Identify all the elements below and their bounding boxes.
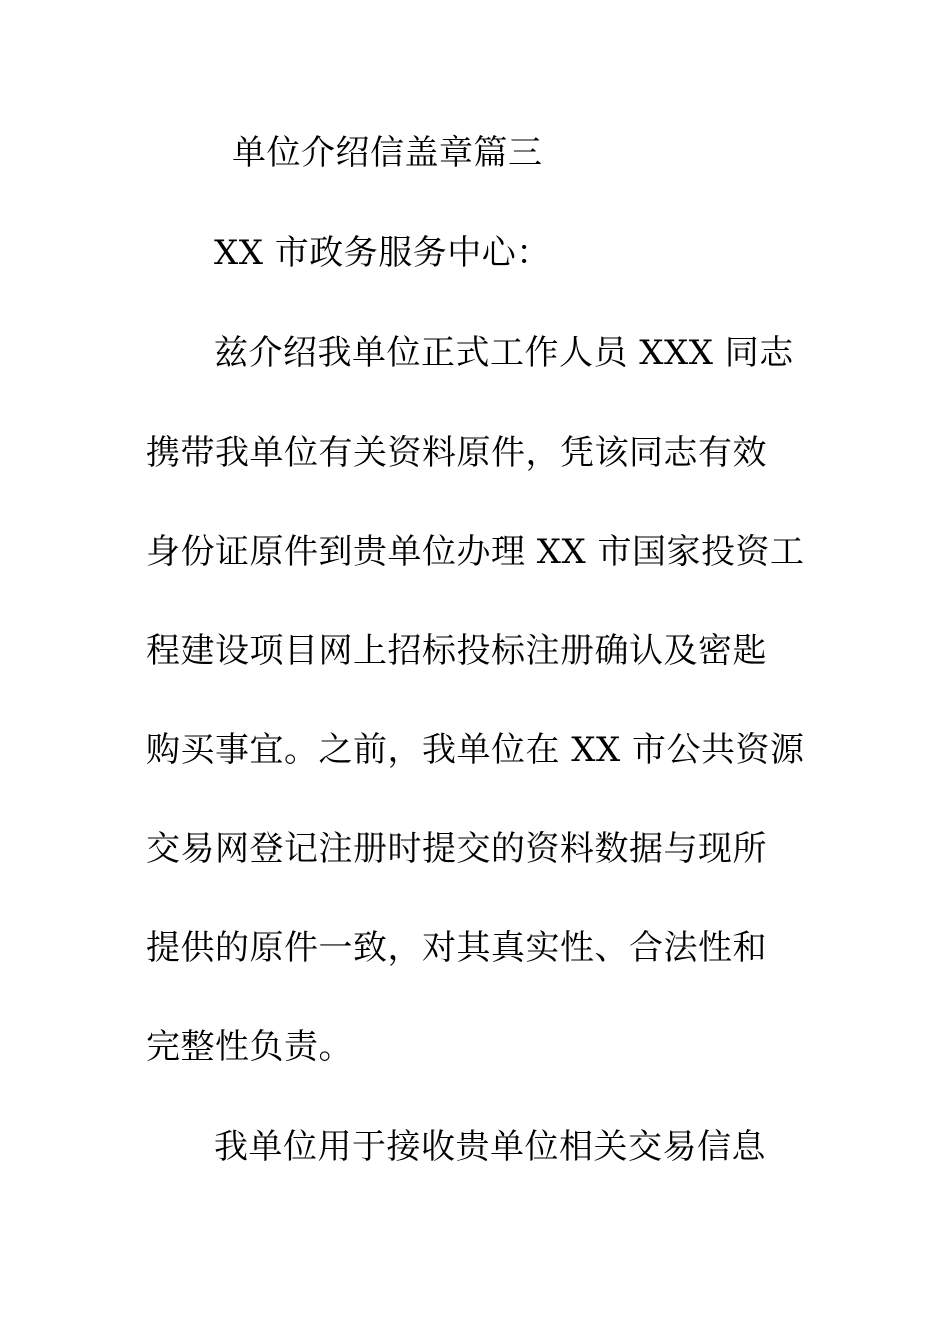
document-title: 单位介绍信盖章篇三 [232, 133, 543, 173]
paragraph-line: 提供的原件一致，对其真实性、合法性和 [146, 928, 767, 968]
paragraph-line: 身份证原件到贵单位办理 XX 市国家投资工 [146, 532, 805, 572]
paragraph-line: 完整性负责。 [146, 1027, 353, 1067]
paragraph-line: 我单位用于接收贵单位相关交易信息 [214, 1127, 766, 1167]
paragraph-line: 购买事宜。之前，我单位在 XX 市公共资源 [146, 730, 805, 770]
paragraph-line: 携带我单位有关资料原件，凭该同志有效 [146, 433, 767, 473]
paragraph-line: 兹介绍我单位正式工作人员 XXX 同志 [214, 333, 794, 373]
paragraph-line: 程建设项目网上招标投标注册确认及密匙 [146, 631, 767, 671]
salutation: XX 市政务服务中心： [214, 233, 551, 273]
paragraph-line: 交易网登记注册时提交的资料数据与现所 [146, 829, 767, 869]
